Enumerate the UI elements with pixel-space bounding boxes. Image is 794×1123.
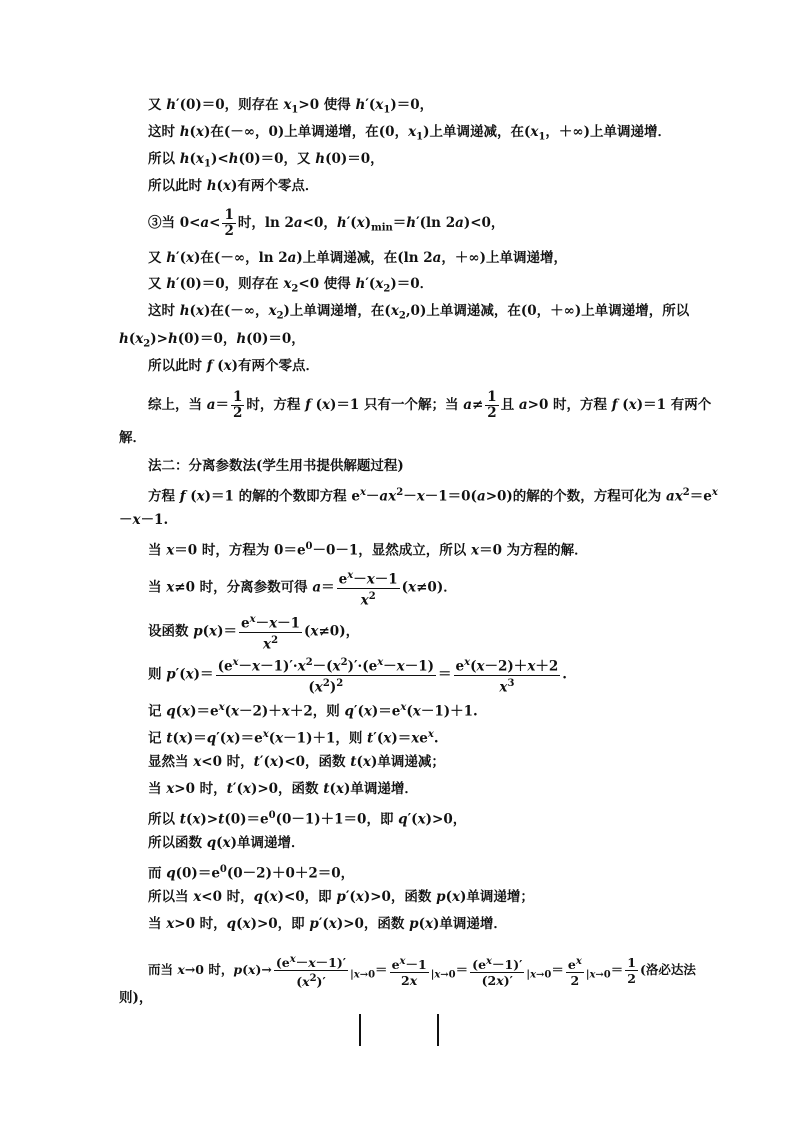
text-line: 当 x≠0 时，分离参数可得 a＝ $\frac{e^x-x-1}{x^2}$ (x≠0)． bbox=[148, 570, 457, 608]
text-line: 所以 $h(x_1)<h(0)=0$，又 h(0)＝0， bbox=[148, 151, 384, 170]
text-line: 而 $q(0)=e^0(0-2)+0+2=0$， bbox=[148, 864, 355, 882]
text-line: 又 h′(x)在(－∞，ln 2a)上单调递减，在(ln 2a，＋∞)上单调递增， bbox=[148, 250, 568, 266]
vertical-rule-left bbox=[359, 1014, 361, 1046]
text-line: 所以 $t(x)>t(0)=e^0(0-1)+1=0$，即 q′(x)>0， bbox=[148, 810, 467, 828]
text-line: 则 p′(x)＝ $\frac{(e^x-x-1)'\cdot x^2-(x^2)'\cdot(e^x-x-1)}{(x^2)^2}$ ＝ $\frac{e^x(x-2)+x+2}{x^3}$ . bbox=[148, 657, 567, 695]
text-line: 记 $t(x)=q'(x)=e^x(x-1)+1$，则 $t'(x)=xe^x$. bbox=[148, 729, 439, 747]
text-line: 综上，当 a＝ $\frac{1}{2}$ 时，方程 f (x)＝1 只有一个解；当 a≠ $\frac{1}{2}$ 且 a>0 时，方程 f (x)＝1 有两个 bbox=[148, 389, 712, 421]
text-line: 这时 h(x)在(－∞，$x_2$)上单调递增，在$(x_2,0)$上单调递减，在(0，＋∞)上单调递增，所以 bbox=[148, 303, 690, 322]
text-line: 当 x>0 时，t′(x)>0，函数 t(x)单调递增． bbox=[148, 781, 418, 797]
text-line: 当 x>0 时，q(x)>0，即 p′(x)>0，函数 p(x)单调递增． bbox=[148, 916, 507, 932]
text-line: 这时 h(x)在(－∞，0)上单调递增，在(0，$x_1$)上单调递减，在($x_1$，＋∞)上单调递增． bbox=[148, 124, 672, 143]
text-line: －x－1. bbox=[119, 512, 169, 528]
vertical-rule-right bbox=[437, 1014, 439, 1046]
text-line: 又 h′(0)＝0，则存在 $x_1>0$ 使得 $h'(x_1)=0$， bbox=[148, 97, 434, 116]
text-line: 解． bbox=[119, 430, 146, 446]
text-line: 而当 x→0 时，p(x)→ $\frac{(e^x-x-1)'}{(x^2)'}$ $_{|x\to 0}$＝ $\frac{e^x-1}{2x}$ $_{|x\to 0}$＝ $\frac{(e^x-1)'}{(2x)'}$ $_{|x\to 0}$＝ $\frac{e^x}{2}$ $_{|x\to 0}$＝ $\frac{1}{2}$ (洛必达法 bbox=[148, 954, 696, 990]
text-line: 又 h′(0)＝0，则存在 $x_2<0$ 使得 $h'(x_2)=0$． bbox=[148, 276, 434, 295]
text-line: 设函数 p(x)＝ $\frac{e^x-x-1}{x^2}$ (x≠0)， bbox=[148, 614, 360, 652]
text-line: 方程 f (x)＝1 的解的个数即方程 $e^x-ax^2-x-1=0(a>0)$的解的个数，方程可化为 $ax^2=e^x$ bbox=[148, 487, 718, 505]
text-line: ③当 0<a< $\frac{1}{2}$ 时，ln 2a<0，$h'(x)_{min}=h'(\ln$ 2a)<0， bbox=[148, 207, 505, 239]
text-line: 所以此时 f (x)有两个零点． bbox=[148, 358, 320, 374]
text-line: 所以函数 q(x)单调递增． bbox=[148, 835, 305, 851]
text-line: 记 $q(x)=e^x(x-2)+x+2$，则 $q'(x)=e^x(x-1)+1$. bbox=[148, 702, 478, 720]
text-line: 所以此时 h(x)有两个零点． bbox=[148, 178, 319, 194]
text-line: 所以当 x<0 时，q(x)<0，即 p′(x)>0，函数 p(x)单调递增； bbox=[148, 889, 534, 905]
text-line: 当 x＝0 时，方程为 $0=e^0-0-1$，显然成立，所以 x＝0 为方程的解． bbox=[148, 541, 588, 559]
text-line: 法二：分离参数法(学生用书提供解题过程) bbox=[148, 458, 404, 474]
text-line: $h(x_2)>h(0)=0$，h(0)＝0， bbox=[119, 331, 305, 350]
text-line: 显然当 x<0 时，t′(x)<0，函数 t(x)单调递减； bbox=[148, 754, 445, 770]
text-line: 则)， bbox=[119, 990, 153, 1006]
